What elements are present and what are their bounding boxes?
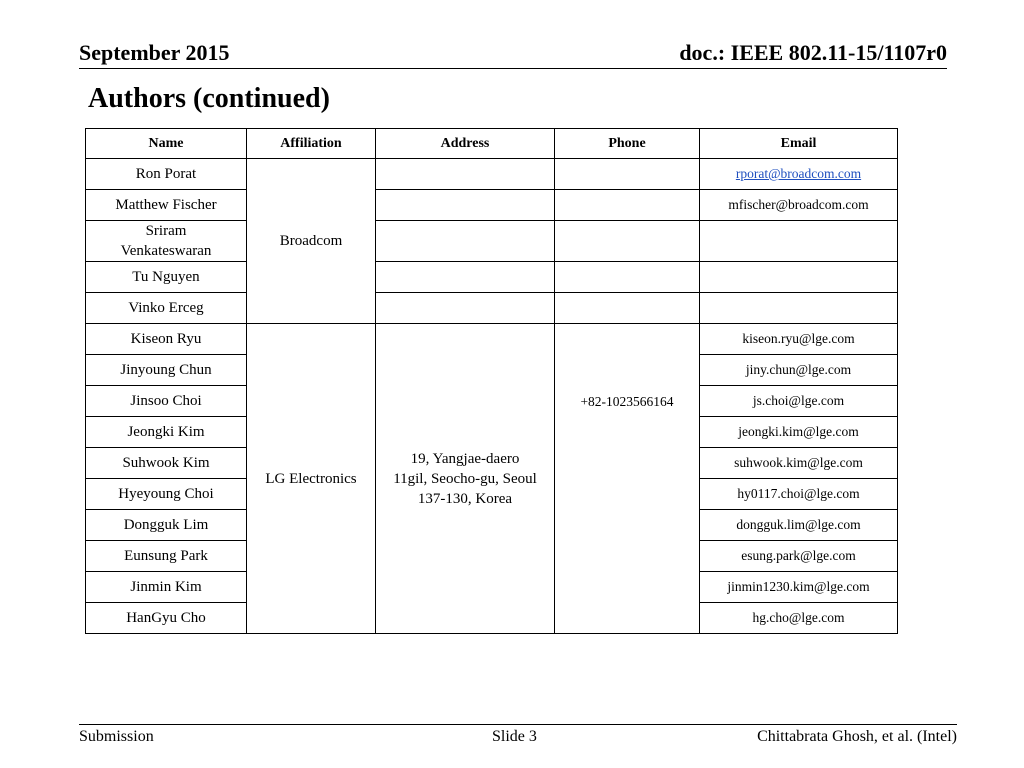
col-header-affiliation: Affiliation — [247, 129, 376, 159]
address-line: 11gil, Seocho-gu, Seoul — [393, 470, 537, 487]
email-cell — [700, 293, 898, 324]
footer-submission: Submission — [79, 728, 154, 745]
author-name-line: Sriram — [145, 223, 187, 239]
email-cell: suhwook.kim@lge.com — [700, 448, 898, 479]
col-header-name: Name — [86, 129, 247, 159]
footer-rule — [79, 724, 957, 725]
author-name: HanGyu Cho — [86, 603, 247, 634]
author-name: Vinko Erceg — [86, 293, 247, 324]
header-rule — [79, 68, 947, 69]
phone-lg: +82-1023566164 — [555, 324, 700, 634]
email-cell: jeongki.kim@lge.com — [700, 417, 898, 448]
table-row — [86, 293, 898, 324]
email-cell: kiseon.ryu@lge.com — [700, 324, 898, 355]
header-doc-id: doc.: IEEE 802.11-15/1107r0 — [679, 40, 947, 65]
email-cell — [700, 221, 898, 262]
header-date: September 2015 — [79, 40, 230, 65]
table-header-row — [86, 129, 898, 159]
email-cell — [700, 159, 898, 190]
email-cell: mfischer@broadcom.com — [700, 190, 898, 221]
phone-cell — [555, 159, 700, 190]
footer-slide-number: Slide 3 — [492, 728, 537, 745]
author-name: Jeongki Kim — [86, 417, 247, 448]
email-cell — [700, 262, 898, 293]
email-cell: jinmin1230.kim@lge.com — [700, 572, 898, 603]
author-name: Eunsung Park — [86, 541, 247, 572]
author-name: Jinsoo Choi — [86, 386, 247, 417]
affiliation-lg: LG Electronics — [247, 324, 376, 634]
phone-cell — [555, 190, 700, 221]
author-name — [86, 221, 247, 262]
address-cell — [376, 293, 555, 324]
col-header-email: Email — [700, 129, 898, 159]
author-name: Kiseon Ryu — [86, 324, 247, 355]
author-name: Ron Porat — [86, 159, 247, 190]
email-link[interactable]: rporat@broadcom.com — [735, 166, 862, 181]
slide-title: Authors (continued) — [88, 83, 330, 114]
phone-cell — [555, 221, 700, 262]
author-name-line: Venkateswaran — [120, 243, 212, 259]
col-header-address: Address — [376, 129, 555, 159]
affiliation-broadcom: Broadcom — [247, 159, 376, 324]
address-cell — [376, 190, 555, 221]
author-name: Suhwook Kim — [86, 448, 247, 479]
email-cell: hg.cho@lge.com — [700, 603, 898, 634]
address-line: 19, Yangjae-daero — [410, 450, 520, 467]
email-cell: dongguk.lim@lge.com — [700, 510, 898, 541]
email-cell: esung.park@lge.com — [700, 541, 898, 572]
address-cell — [376, 262, 555, 293]
address-cell — [376, 159, 555, 190]
email-cell: jiny.chun@lge.com — [700, 355, 898, 386]
author-name: Hyeyoung Choi — [86, 479, 247, 510]
authors-table — [85, 128, 898, 634]
table-row — [86, 190, 898, 221]
table-row — [86, 159, 898, 190]
author-name: Jinmin Kim — [86, 572, 247, 603]
address-cell — [376, 221, 555, 262]
address-line: 137-130, Korea — [417, 490, 513, 507]
address-lg — [376, 324, 555, 634]
author-name: Tu Nguyen — [86, 262, 247, 293]
email-cell: hy0117.choi@lge.com — [700, 479, 898, 510]
table-row — [86, 262, 898, 293]
table-row — [86, 324, 898, 355]
phone-cell — [555, 293, 700, 324]
author-name: Dongguk Lim — [86, 510, 247, 541]
email-cell: js.choi@lge.com — [700, 386, 898, 417]
author-name: Jinyoung Chun — [86, 355, 247, 386]
phone-cell — [555, 262, 700, 293]
author-name: Matthew Fischer — [86, 190, 247, 221]
footer-authors: Chittabrata Ghosh, et al. (Intel) — [757, 728, 957, 745]
table-row — [86, 221, 898, 262]
col-header-phone: Phone — [555, 129, 700, 159]
